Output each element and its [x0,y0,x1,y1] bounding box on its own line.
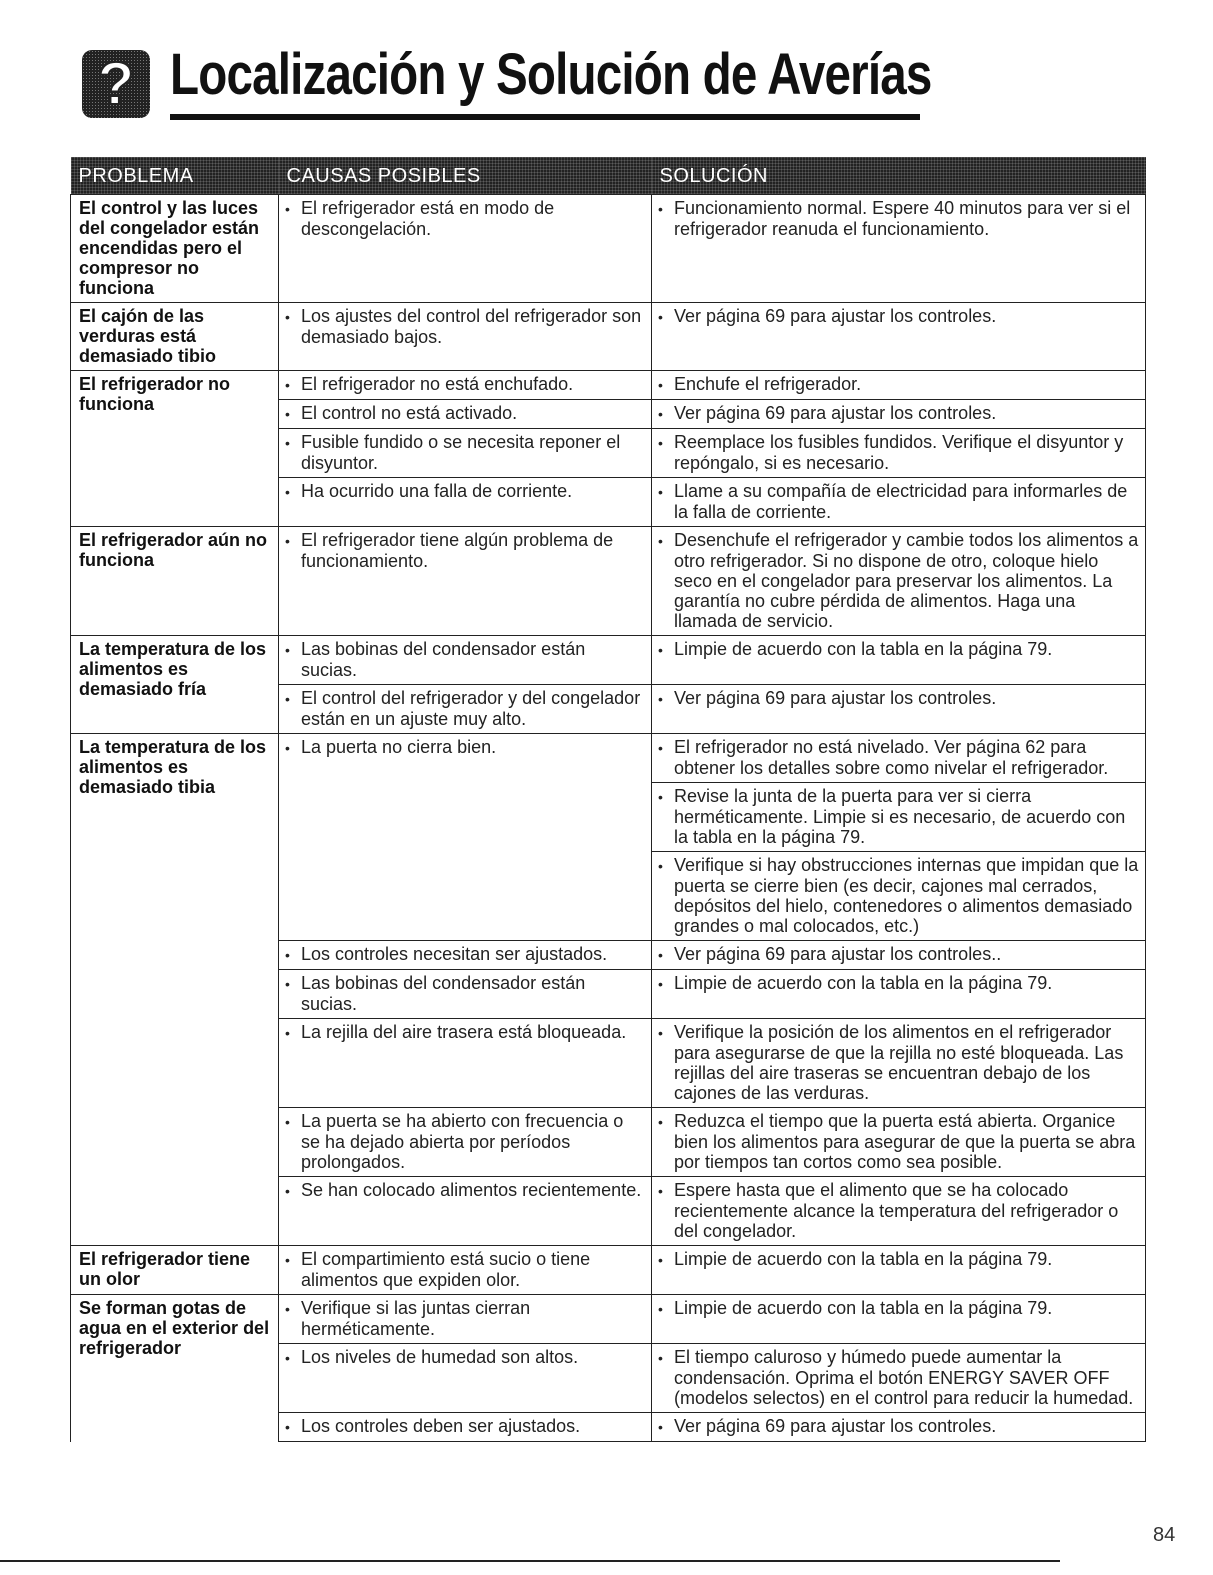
solution-cell [652,1108,1146,1177]
solution-text: • Enchufe el refrigerador. [658,374,1139,395]
table-row [71,636,1146,685]
cause-cell [279,1019,652,1108]
solution-text: • Ver página 69 para ajustar los controles. [658,403,1139,424]
table-row [71,527,1146,636]
solution-text: • Limpie de acuerdo con la tabla en la página 79. [658,1298,1139,1319]
solution-cell [652,1177,1146,1246]
solution-text: • Espere hasta que el alimento que se ha colocado recientemente alcance la temperatura del refrigerador o del congelador. [658,1180,1139,1241]
cause-cell [279,685,652,734]
cause-cell [279,527,652,636]
cause-cell [279,478,652,527]
problem-cell: El refrigerador no funciona [71,371,279,527]
solution-cell [652,970,1146,1019]
table-row [71,371,1146,400]
cause-text: • El refrigerador no está enchufado. [285,374,645,395]
solution-cell [652,527,1146,636]
problem-cell: El cajón de las verduras está demasiado tibio [71,303,279,371]
cause-cell [279,970,652,1019]
cause-text: • Fusible fundido o se necesita reponer el disyuntor. [285,432,645,473]
cause-cell [279,734,652,941]
solution-cell [652,636,1146,685]
header-causes: CAUSAS POSIBLES [279,157,652,195]
title-underline [170,114,920,120]
solution-cell [652,371,1146,400]
cause-text: • El compartimiento está sucio o tiene alimentos que expiden olor. [285,1249,645,1290]
solution-text: • Desenchufe el refrigerador y cambie todos los alimentos a otro refrigerador. Si no dispone de otro, coloque hielo seco en el congelador para preservar los alimentos. La garantía no cubre pérdida de alimentos. Haga una llamada de servicio. [658,530,1139,631]
cause-cell [279,1344,652,1413]
table-header-row [71,157,1146,195]
page-title: Localización y Solución de Averías [170,42,932,107]
solution-text: • Ver página 69 para ajustar los controles. [658,1416,1139,1437]
solution-cell [652,1413,1146,1442]
svg-text:?: ? [97,50,135,117]
solution-cell [652,685,1146,734]
cause-text: • Las bobinas del condensador están sucias. [285,973,645,1014]
cause-text: • Ha ocurrido una falla de corriente. [285,481,645,502]
solution-text: • Ver página 69 para ajustar los controles.. [658,944,1139,965]
solution-text: • Ver página 69 para ajustar los controles. [658,306,1139,327]
solution-text: • Verifique la posición de los alimentos en el refrigerador para asegurarse de que la rejilla no esté bloqueada. Las rejillas del aire traseras se encuentran debajo de los cajones de las verduras. [658,1022,1139,1103]
solution-cell [652,1019,1146,1108]
problem-cell: El refrigerador aún no funciona [71,527,279,636]
problem-cell: El refrigerador tiene un olor [71,1246,279,1295]
cause-text: • La puerta no cierra bien. [285,737,645,758]
cause-cell [279,1108,652,1177]
cause-cell [279,1246,652,1295]
cause-text: • Los controles necesitan ser ajustados. [285,944,645,965]
solution-cell [652,941,1146,970]
cause-text: • El refrigerador tiene algún problema de funcionamiento. [285,530,645,571]
solution-text: • El refrigerador no está nivelado. Ver página 62 para obtener los detalles sobre como nivelar el refrigerador. [658,737,1139,778]
solution-cell [652,429,1146,478]
footer-rule [0,1560,1060,1562]
header-problem: PROBLEMA [71,157,279,195]
solution-cell [652,400,1146,429]
table-row [71,195,1146,303]
solution-cell [652,478,1146,527]
problem-cell: La temperatura de los alimentos es demasiado tibia [71,734,279,1246]
cause-text: • La rejilla del aire trasera está bloqueada. [285,1022,645,1043]
solution-text: • Revise la junta de la puerta para ver si cierra herméticamente. Limpie si es necesario, de acuerdo con la tabla en la página 79. [658,786,1139,847]
page-header [80,40,932,120]
troubleshooting-table [70,157,1146,1442]
table-row [71,734,1146,783]
cause-text: • Los niveles de humedad son altos. [285,1347,645,1368]
solution-text: • Reduzca el tiempo que la puerta está abierta. Organice bien los alimentos para asegurar de que la puerta se abra por tiempos tan cortos como sea posible. [658,1111,1139,1172]
solution-cell [652,1295,1146,1344]
cause-text: • El control no está activado. [285,403,645,424]
solution-cell [652,783,1146,852]
cause-cell [279,400,652,429]
cause-cell [279,636,652,685]
cause-cell [279,429,652,478]
solution-text: • El tiempo caluroso y húmedo puede aumentar la condensación. Oprima el botón ENERGY SAVER OFF (modelos selectos) en el control para reducir la humedad. [658,1347,1139,1408]
cause-cell [279,941,652,970]
solution-text: • Limpie de acuerdo con la tabla en la página 79. [658,1249,1139,1270]
cause-text: • El refrigerador está en modo de descongelación. [285,198,645,239]
problem-cell: Se forman gotas de agua en el exterior del refrigerador [71,1295,279,1442]
solution-cell [652,303,1146,371]
solution-text: • Reemplace los fusibles fundidos. Verifique el disyuntor y repóngalo, si es necesario. [658,432,1139,473]
cause-cell [279,1413,652,1442]
cause-cell [279,371,652,400]
header-solution: SOLUCIÓN [652,157,1146,195]
table-row [71,303,1146,371]
problem-cell: La temperatura de los alimentos es demasiado fría [71,636,279,734]
solution-cell [652,195,1146,303]
table-body [71,195,1146,1442]
cause-text: • Se han colocado alimentos recientemente. [285,1180,645,1201]
solution-cell [652,734,1146,783]
question-mark-icon [80,48,152,120]
cause-text: • El control del refrigerador y del congelador están en un ajuste muy alto. [285,688,645,729]
cause-cell [279,1177,652,1246]
table-row [71,1295,1146,1344]
cause-text: • Las bobinas del condensador están sucias. [285,639,645,680]
solution-cell [652,1344,1146,1413]
problem-cell: El control y las luces del congelador están encendidas pero el compresor no funciona [71,195,279,303]
solution-text: • Limpie de acuerdo con la tabla en la página 79. [658,639,1139,660]
solution-text: • Llame a su compañía de electricidad para informarles de la falla de corriente. [658,481,1139,522]
cause-text: • Los ajustes del control del refrigerador son demasiado bajos. [285,306,645,347]
solution-text: • Ver página 69 para ajustar los controles. [658,688,1139,709]
solution-cell [652,852,1146,941]
cause-text: • Verifique si las juntas cierran herméticamente. [285,1298,645,1339]
cause-cell [279,303,652,371]
solution-text: • Verifique si hay obstrucciones internas que impidan que la puerta se cierre bien (es decir, cajones mal cerrados, depósitos del hielo, contenedores o alimentos demasiado grandes o mal colocados, etc.) [658,855,1139,936]
cause-text: • Los controles deben ser ajustados. [285,1416,645,1437]
cause-cell [279,195,652,303]
table-row [71,1246,1146,1295]
cause-text: • La puerta se ha abierto con frecuencia o se ha dejado abierta por períodos prolongados. [285,1111,645,1172]
solution-text: • Funcionamiento normal. Espere 40 minutos para ver si el refrigerador reanuda el funcionamiento. [658,198,1139,239]
page-number: 84 [1153,1524,1176,1546]
solution-text: • Limpie de acuerdo con la tabla en la página 79. [658,973,1139,994]
solution-cell [652,1246,1146,1295]
cause-cell [279,1295,652,1344]
